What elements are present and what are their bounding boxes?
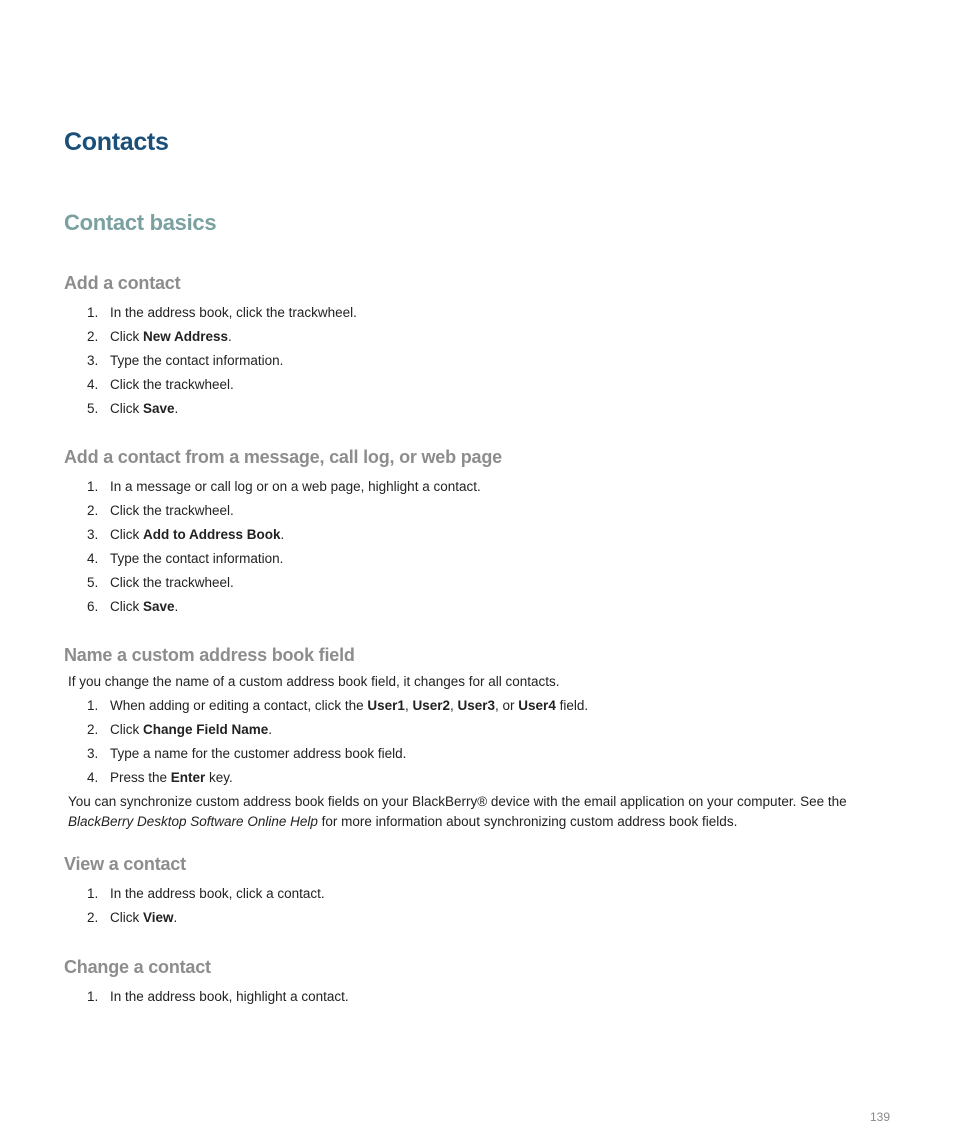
step-number: 4. [87, 377, 99, 392]
field-user3: User3 [457, 698, 496, 713]
section-title: Contact basics [64, 210, 217, 235]
field-user4: User4 [518, 698, 556, 713]
step-number: 5. [87, 575, 99, 590]
step-number: 1. [87, 886, 99, 901]
step-text: Click the trackwheel. [110, 377, 234, 392]
step-text: Type the contact information. [110, 551, 284, 566]
step-number: 2. [87, 910, 99, 925]
step-text: Type a name for the customer address book field. [110, 746, 407, 761]
step-bold: Save [143, 599, 175, 614]
steps-view-contact [0, 882, 954, 930]
step-bold: Save [143, 401, 175, 416]
section-add-contact [0, 271, 954, 421]
step-number: 2. [87, 503, 99, 518]
step-number: 1. [87, 989, 99, 1004]
step-text: In a message or call log or on a web page, highlight a contact. [110, 479, 481, 494]
list-item [0, 882, 954, 906]
page-title: Contacts [64, 128, 169, 156]
field-user2: User2 [412, 698, 450, 713]
heading-custom-field: Name a custom address book field [64, 645, 355, 665]
step-number: 3. [87, 746, 99, 761]
step-text: In the address book, click the trackwheel. [110, 305, 357, 320]
page-number: 139 [869, 1110, 890, 1124]
step-text: Click [110, 599, 143, 614]
separator: , or [495, 698, 519, 713]
help-reference: BlackBerry Desktop Software Online Help [68, 814, 318, 829]
step-bold: Enter [170, 770, 206, 785]
note-text-end: for more information about synchronizing custom address book fields. [317, 814, 738, 829]
list-item [0, 766, 954, 790]
field-user1: User1 [367, 698, 405, 713]
step-text: Click the trackwheel. [110, 503, 234, 518]
list-item [0, 373, 954, 397]
step-bold: View [143, 910, 174, 925]
list-item [0, 475, 954, 499]
list-item [0, 301, 954, 325]
step-number: 5. [87, 401, 99, 416]
steps-add-contact [0, 301, 954, 421]
list-item [0, 349, 954, 373]
step-text-end: field. [555, 698, 589, 713]
step-text: Click [110, 329, 143, 344]
step-text-end: . [174, 599, 179, 614]
step-number: 6. [87, 599, 99, 614]
steps-custom-field [0, 694, 954, 790]
custom-field-note [0, 792, 954, 832]
list-item [0, 694, 954, 718]
step-bold: Change Field Name [143, 722, 269, 737]
step-number: 2. [87, 329, 99, 344]
step-number: 4. [87, 770, 99, 785]
list-item [0, 499, 954, 523]
step-bold: New Address [143, 329, 229, 344]
separator: , [449, 698, 458, 713]
step-text: When adding or editing a contact, click the [110, 698, 368, 713]
list-item [0, 985, 954, 1009]
steps-change-contact [0, 985, 954, 1009]
step-text: Click [110, 401, 143, 416]
step-number: 4. [87, 551, 99, 566]
step-text-end: . [173, 910, 178, 925]
step-text: Type the contact information. [110, 353, 284, 368]
list-item [0, 742, 954, 766]
step-text-end: . [174, 401, 179, 416]
section-custom-field [0, 643, 954, 832]
list-item [0, 571, 954, 595]
list-item [0, 718, 954, 742]
step-text: In the address book, click a contact. [110, 886, 325, 901]
heading-change-contact: Change a contact [64, 957, 211, 977]
step-bold: Add to Address Book [143, 527, 281, 542]
list-item [0, 397, 954, 421]
section-view-contact [0, 852, 954, 930]
step-text-end: . [280, 527, 285, 542]
step-text: Click [110, 527, 143, 542]
step-number: 1. [87, 698, 99, 713]
list-item [0, 523, 954, 547]
step-text: In the address book, highlight a contact. [110, 989, 349, 1004]
heading-add-from-message: Add a contact from a message, call log, or web page [64, 447, 502, 467]
section-add-from-message [0, 445, 954, 619]
step-text-end: . [268, 722, 273, 737]
step-text: Click the trackwheel. [110, 575, 234, 590]
heading-view-contact: View a contact [64, 854, 186, 874]
step-number: 2. [87, 722, 99, 737]
step-number: 1. [87, 479, 99, 494]
custom-field-intro: If you change the name of a custom address book field, it changes for all contacts. [68, 674, 560, 689]
step-text: Click [110, 910, 143, 925]
step-number: 3. [87, 527, 99, 542]
step-number: 1. [87, 305, 99, 320]
separator: , [404, 698, 413, 713]
list-item [0, 906, 954, 930]
step-text: Press the [110, 770, 171, 785]
step-text-end: . [228, 329, 232, 344]
section-change-contact [0, 955, 954, 1009]
note-text: You can synchronize custom address book fields on your BlackBerry® device with the email application on your computer. See the [68, 794, 847, 809]
step-text-end: key. [205, 770, 233, 785]
step-text: Click [110, 722, 143, 737]
list-item [0, 595, 954, 619]
step-number: 3. [87, 353, 99, 368]
list-item [0, 547, 954, 571]
steps-add-from-message [0, 475, 954, 619]
list-item [0, 325, 954, 349]
heading-add-contact: Add a contact [64, 273, 181, 293]
